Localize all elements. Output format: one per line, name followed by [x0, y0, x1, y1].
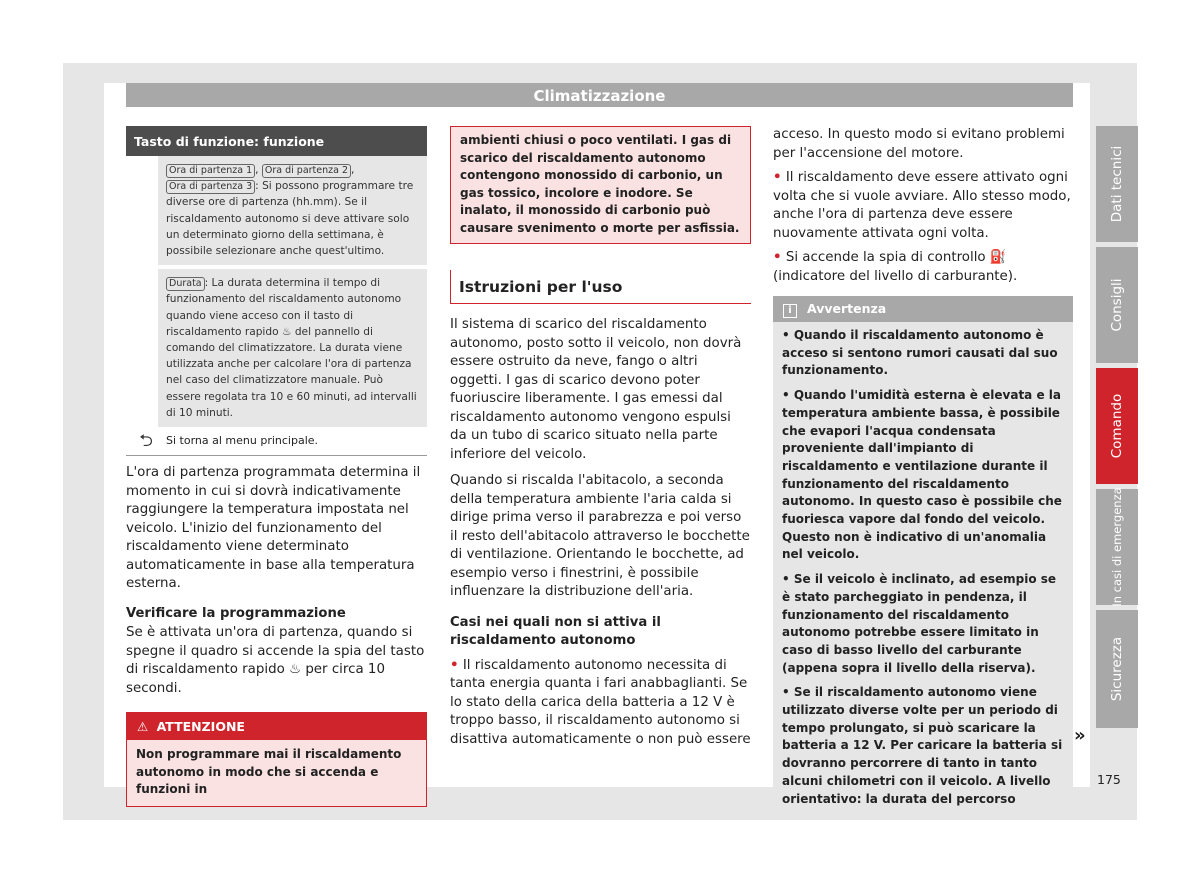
- rapid-heat-icon: ♨: [281, 325, 292, 338]
- bullet-dot: •: [773, 170, 782, 185]
- row-text: del pannello di comando del climatizzatore. La durata viene utilizzata anche per calcolare l'ora di partenza nel caso del climatizzatore manuale. Può essere regolata tra 10 e 60 minuti, ad intervalli di 10 minuti.: [166, 325, 417, 419]
- function-table-title: Tasto di funzione: funzione: [126, 126, 427, 156]
- subheading: Casi nei quali non si attiva il riscaldamento autonomo: [450, 614, 661, 648]
- column-2: [450, 126, 751, 749]
- paragraph: Il sistema di scarico del riscaldamento autonomo, posto sotto il veicolo, non dovrà essere ostruito da neve, fango o altri oggetti. I gas di scarico devono poter fuoriuscire liberamente. I gas emessi dal riscaldamento autonomo vengono espulsi da un tubo di scarico situato nella parte inferiore del veicolo.: [450, 317, 742, 462]
- page-number: 175: [1097, 772, 1121, 787]
- key-ora-partenza-3: Ora di partenza 3: [166, 180, 255, 194]
- tab-sicurezza[interactable]: Sicurezza: [1096, 610, 1138, 728]
- fuel-gauge-icon: ⛽: [989, 250, 1007, 265]
- paragraph: L'ora di partenza programmata determina il momento in cui si dovrà indicativamente raggiungere la temperatura impostata nel veicolo. L'inizio del funzionamento del riscaldamento viene determinato automaticamente in base alla temperatura esterna.: [126, 465, 421, 592]
- section-heading: Istruzioni per l'uso: [450, 270, 751, 304]
- key-ora-partenza-1: Ora di partenza 1: [166, 164, 255, 178]
- tab-comando[interactable]: Comando: [1096, 368, 1138, 484]
- row-text: Si torna al menu principale.: [166, 434, 319, 448]
- row-text: Si possono programmare tre diverse ore di partenza (hh.mm). Se il riscaldamento autonomo si deve attivare solo un determinato giorno della settimana, è possibile selezionare anche quest'ultimo.: [166, 180, 414, 258]
- column-1: [126, 126, 427, 807]
- key-durata: Durata: [166, 277, 205, 291]
- info-icon: i: [783, 304, 797, 318]
- table-row-back: [126, 427, 427, 456]
- bullet-item: • Il riscaldamento autonomo necessita di tanta energia quanta i fari anabbaglianti. Se lo stato della carica della batteria a 12 V è troppo basso, il riscaldamento autonomo si disattiva automaticamente o non può essere: [450, 657, 751, 747]
- table-row: Ora di partenza 1 , Ora di partenza 2 , Ora di partenza 3 : Si possono programmare tre diverse ore di partenza (hh.mm). Se il riscaldamento autonomo si deve attivare solo un determinato giorno della settimana, è possibile selezionare anche quest'ultimo.: [126, 156, 427, 265]
- row-text: : La durata determina il tempo di funzionamento del riscaldamento autonomo quando viene acceso con il tasto di riscaldamento rapido: [166, 277, 402, 338]
- tab-dati-tecnici[interactable]: Dati tecnici: [1096, 126, 1138, 242]
- attention-continued: ambienti chiusi o poco ventilati. I gas di scarico del riscaldamento autonomo contengono monossido di carbonio, un gas tossico, incolore e inodore. Se inalato, il monossido di carbonio può causare svenimento o morte per asfissia.: [450, 126, 751, 244]
- tab-casi-di-emergenza[interactable]: In casi di emergenza: [1096, 489, 1138, 605]
- note-item: • Se il veicolo è inclinato, ad esempio se è stato parcheggiato in pendenza, il funzionamento del riscaldamento autonomo potrebbe essere limitato in caso di basso livello del carburante (appena sopra il livello della riserva).: [782, 572, 1057, 675]
- warning-triangle-icon: ⚠: [137, 719, 149, 735]
- attention-title: ATTENZIONE: [156, 719, 245, 735]
- note-item: • Quando l'umidità esterna è elevata e la temperatura ambiente bassa, è possibile che evapori l'acqua condensata proveniente dall'impianto di riscaldamento e ventilazione durante il funzionamento del riscaldamento autonomo. In questo caso è possibile che fuoriesca vapore dal fondo del veicolo. Questo non è indicativo di un'anomalia nel veicolo.: [782, 388, 1062, 562]
- table-row: [126, 265, 427, 427]
- paragraph: Quando si riscalda l'abitacolo, a seconda della temperatura ambiente l'aria calda si dirige prima verso il parabrezza e poi verso il resto dell'abitacolo attraverso le bocchette di ventilazione. Orientando le bocchette, ad esempio verso i finestrini, è possibile influenzare la distribuzione dell'aria.: [450, 473, 750, 599]
- key-ora-partenza-2: Ora di partenza 2: [262, 164, 351, 178]
- note-box: [773, 296, 1073, 812]
- bullet-item: • Si accende la spia di controllo ⛽ (indicatore del livello di carburante).: [773, 250, 1018, 284]
- bullet-dot: •: [450, 657, 459, 673]
- attention-text: Non programmare mai il riscaldamento autonomo in modo che si accenda e funzioni in: [127, 740, 426, 806]
- note-title: Avvertenza: [807, 301, 887, 316]
- bullet-item: • Il riscaldamento deve essere attivato ogni volta che si vuole avviare. Allo stesso modo, anche l'ora di partenza deve essere nuovamente attivata ogni volta.: [773, 170, 1071, 241]
- bullet-dot: •: [773, 250, 782, 265]
- continue-marker: »: [1074, 725, 1086, 746]
- paragraph: Se è attivata un'ora di partenza, quando si spegne il quadro si accende la spia del tasto di riscaldamento rapido ♨ per circa 10 secondi.: [126, 625, 425, 696]
- tab-consigli[interactable]: Consigli: [1096, 247, 1138, 363]
- subheading: Verificare la programmazione: [126, 605, 346, 621]
- rapid-heat-icon: ♨: [289, 662, 302, 678]
- paragraph: acceso. In questo modo si evitano problemi per l'accensione del motore.: [773, 127, 1065, 161]
- back-arrow-icon: ⮌: [139, 431, 153, 452]
- attention-box: [126, 712, 427, 807]
- column-3: [773, 126, 1073, 812]
- chapter-header: Climatizzazione: [126, 83, 1073, 107]
- note-item: • Se il riscaldamento autonomo viene utilizzato diverse volte per un periodo di tempo prolungato, si può scaricare la batteria a 12 V. Per caricare la batteria si dovranno percorrere di tanto in tanto alcuni chilometri con il veicolo. A livello orientativo: la durata del percorso: [782, 685, 1063, 806]
- note-item: • Quando il riscaldamento autonomo è acceso si sentono rumori causati dal suo funzionamento.: [782, 328, 1058, 378]
